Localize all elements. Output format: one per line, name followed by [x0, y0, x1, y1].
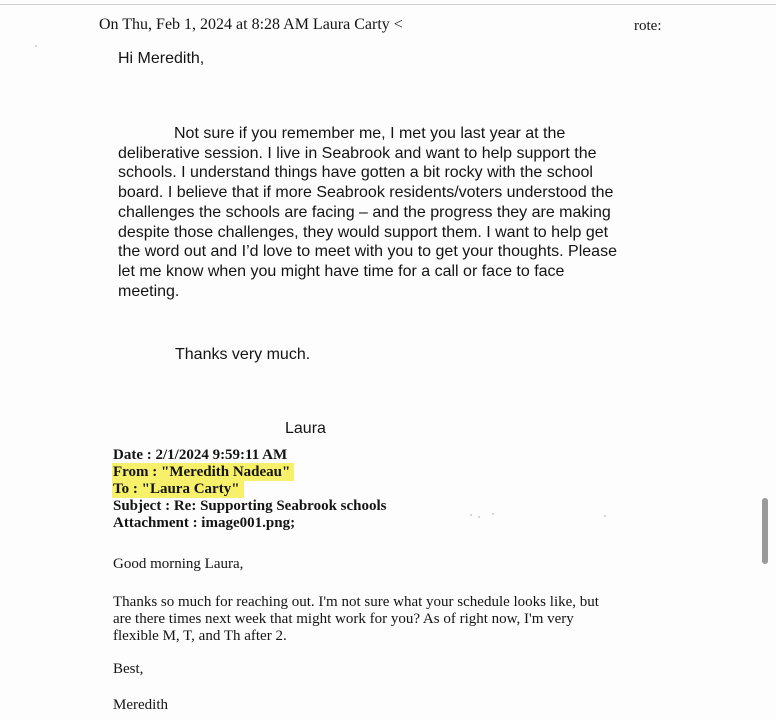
reply-attachment: Attachment : image001.png; — [113, 515, 296, 531]
quoted-greeting: Hi Meredith, — [118, 50, 205, 67]
quoted-header-suffix: rote: — [634, 18, 662, 34]
reply-body-line: flexible M, T, and Th after 2. — [113, 628, 287, 644]
scan-speck — [35, 45, 37, 47]
quoted-body-line: schools. I understand things have gotten a bit rocky with the school — [118, 164, 593, 182]
reply-body-line: Thanks so much for reaching out. I'm not sure what your schedule looks like, but — [113, 594, 599, 610]
quoted-thanks: Thanks very much. — [175, 346, 311, 363]
scan-speck — [478, 516, 480, 518]
reply-body-paragraph — [113, 594, 599, 645]
reply-closing: Best, — [113, 661, 144, 677]
reply-to-highlighted: To : "Laura Carty" — [113, 481, 243, 497]
scan-speck — [492, 513, 494, 515]
quoted-header-prefix: On Thu, Feb 1, 2024 at 8:28 AM Laura Carty < — [99, 16, 403, 33]
quoted-signature: Laura — [285, 420, 326, 437]
quoted-body-line: Not sure if you remember me, I met you last year at the — [174, 125, 566, 142]
reply-metadata — [113, 447, 387, 532]
reply-from-highlighted: From : "Meredith Nadeau" — [113, 464, 293, 480]
quoted-body-line: despite those challenges, they would support them. I want to help get — [118, 223, 609, 241]
vertical-scrollbar-thumb[interactable] — [762, 498, 768, 564]
quoted-body-line: challenges the schools are facing – and the progress they are making — [118, 203, 611, 221]
quoted-body-line: deliberative session. I live in Seabrook and want to help support the — [118, 144, 597, 162]
quoted-body-line: board. I believe that if more Seabrook residents/voters understood the — [118, 184, 614, 202]
reply-signature: Meredith — [113, 697, 168, 713]
reply-greeting: Good morning Laura, — [113, 556, 244, 572]
quoted-body-line: let me know when you might have time for a call or face to face — [118, 262, 565, 280]
top-border-line — [0, 4, 776, 5]
quoted-body-paragraph — [118, 124, 698, 301]
quoted-body-line: meeting. — [118, 282, 180, 300]
scan-speck — [470, 514, 472, 516]
reply-body-line: are there times next week that might work for you? As of right now, I'm very — [113, 611, 574, 627]
reply-subject: Subject : Re: Supporting Seabrook schools — [113, 498, 387, 514]
reply-date: Date : 2/1/2024 9:59:11 AM — [113, 447, 288, 463]
scan-speck — [604, 515, 606, 517]
quoted-body-line: the word out and I’d love to meet with you to get your thoughts. Please — [118, 243, 617, 261]
